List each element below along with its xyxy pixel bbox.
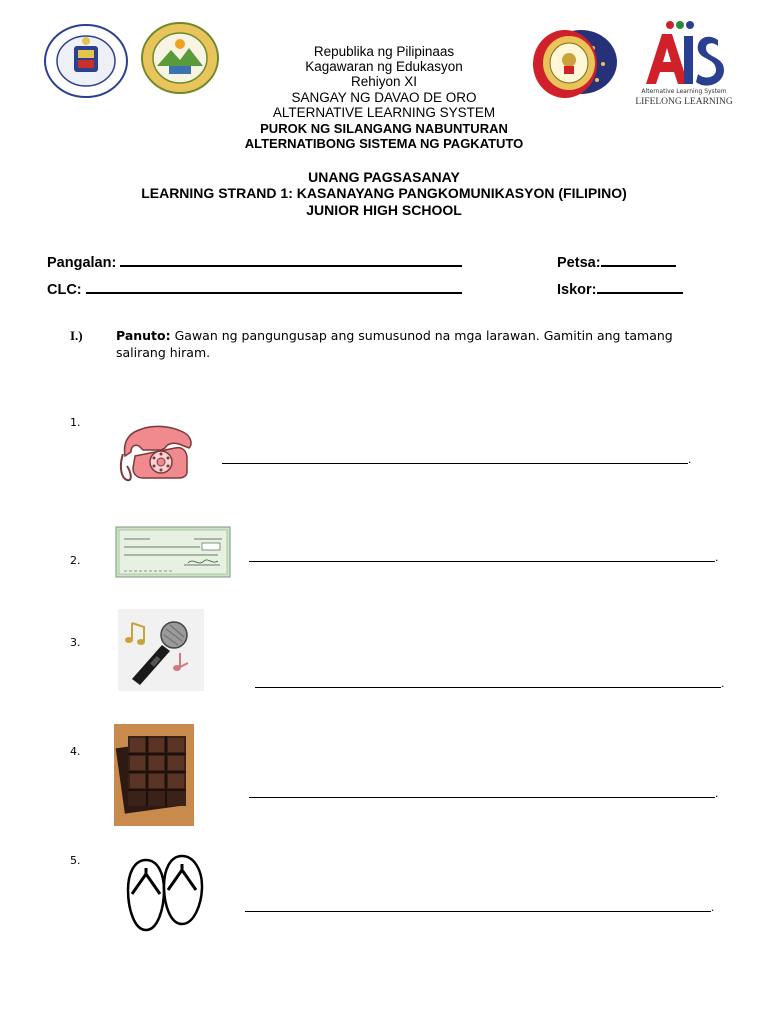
answer-line-3[interactable] [255,687,721,688]
chocolate-icon [114,724,194,826]
instruction-body: Gawan ng pangungusap ang sumusunod na mga larawan. Gamitin ang tamang salirang hiram. [116,328,673,360]
score-label: Iskor: [557,282,597,298]
instruction-label: Panuto: [116,328,171,343]
header-line-republic: Republika ng Pilipinaas [313,44,455,59]
clc-field [47,280,462,298]
answer-line-5[interactable] [245,911,711,912]
header-line-region: Rehiyon XI [350,74,418,89]
name-blank[interactable] [120,253,462,267]
item-number-3: 3. [70,636,81,649]
answer-line-1[interactable] [222,463,688,464]
section-number: I.) [70,328,83,343]
header-line-division: SANGAY NG DAVAO DE ORO [291,90,477,105]
header-line-purok: PUROK NG SILANGANG NABUNTURAN [260,121,508,136]
item-number-4: 4. [70,745,81,758]
svg-text:LIFELONG LEARNING: LIFELONG LEARNING [635,97,733,107]
slippers-icon [124,852,206,934]
score-field [557,280,683,298]
worksheet-title: UNANG PAGSASANAY [308,169,460,185]
telephone-icon [113,416,195,484]
answer-line-2[interactable] [249,561,715,562]
microphone-icon [118,609,204,691]
clc-blank[interactable] [86,280,462,294]
answer-period-3: . [721,676,725,690]
header-line-als: ALTERNATIVE LEARNING SYSTEM [272,105,496,120]
item-number-2: 2. [70,554,81,567]
svg-text:Alternative Learning System: Alternative Learning System [641,88,727,95]
item-number-5: 5. [70,854,81,867]
header-line-alternatibong: ALTERNATIBONG SISTEMA NG PAGKATUTO [244,136,524,151]
date-label: Petsa: [557,255,601,271]
answer-line-4[interactable] [249,797,715,798]
answer-period-1: . [688,452,692,466]
level-title: JUNIOR HIGH SCHOOL [306,202,462,218]
name-field [47,253,462,271]
instruction-block [70,327,710,361]
answer-period-4: . [715,786,719,800]
answer-period-2: . [715,550,719,564]
learning-strand-title: LEARNING STRAND 1: KASANAYANG PANGKOMUNIKASYON (FILIPINO) [141,185,627,201]
date-field [557,253,676,271]
date-blank[interactable] [601,253,676,267]
answer-period-5: . [711,900,715,914]
name-label: Pangalan: [47,255,117,271]
instruction-text [116,327,710,361]
cheque-icon [114,525,232,581]
header-line-department: Kagawaran ng Edukasyon [305,59,463,74]
item-number-1: 1. [70,416,81,429]
score-blank[interactable] [597,280,683,294]
clc-label: CLC: [47,282,82,298]
